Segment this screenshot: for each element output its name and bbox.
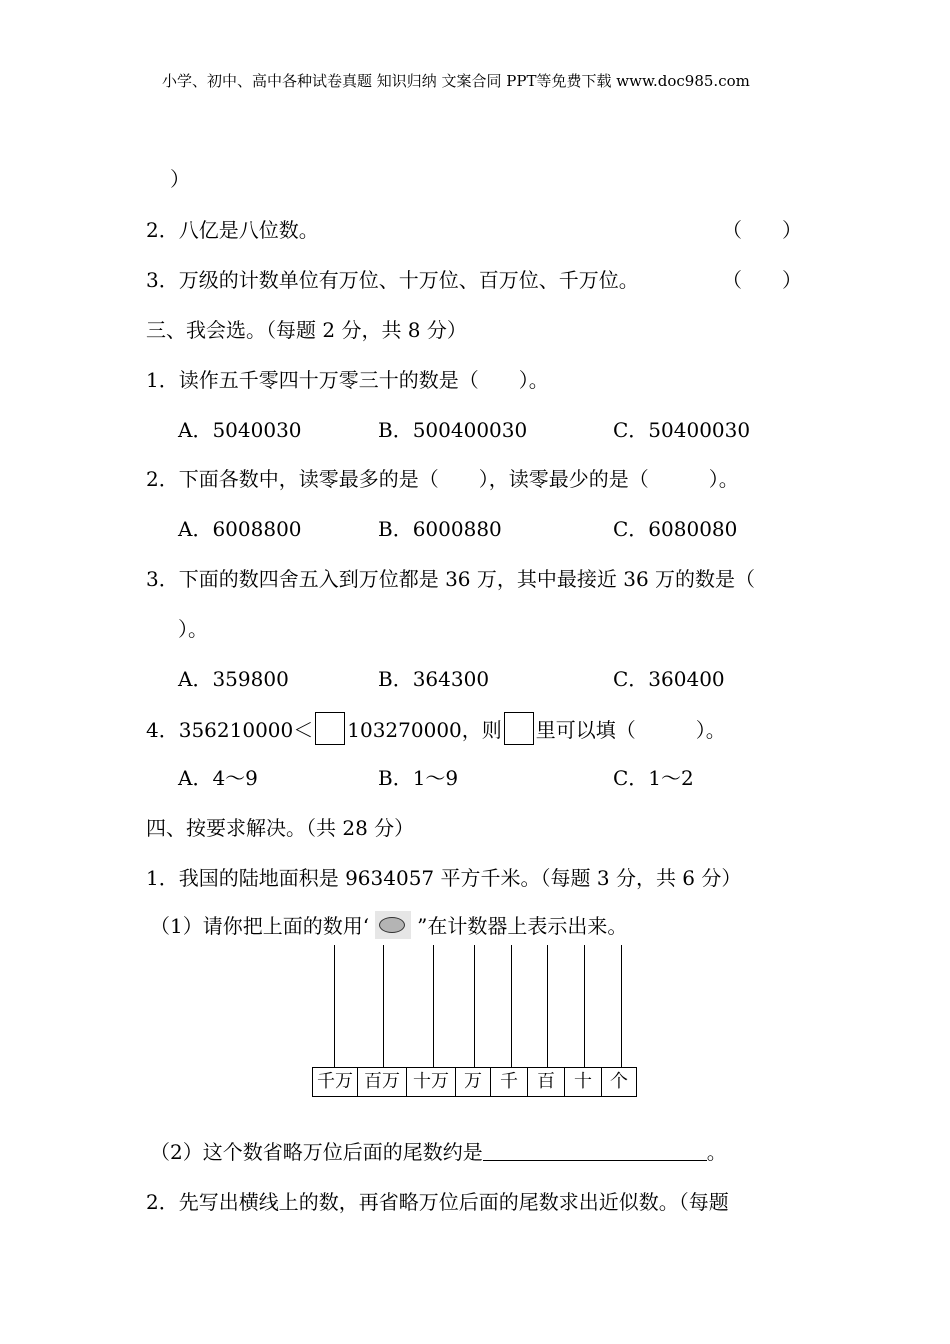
place-label-wan: 万: [456, 1068, 491, 1097]
sub2-text-part1: （2）这个数省略万位后面的尾数约是: [150, 1140, 483, 1164]
place-label-qianwan: 千万: [313, 1068, 358, 1097]
q4-blank-box-1[interactable]: [315, 712, 345, 745]
solve-sub-question-1: [150, 910, 627, 939]
section-3-title: 三、我会选。（每题 2 分，共 8 分）: [146, 318, 467, 342]
q1-option-a[interactable]: A．5040030: [178, 418, 302, 442]
q4-part3: 里可以填（ ）。: [535, 718, 726, 742]
abacus-rod-wan[interactable]: [474, 945, 475, 1068]
continued-paren: ）: [170, 167, 190, 191]
sub1-text-part1: （1）请你把上面的数用‘: [150, 914, 370, 938]
q4-part2: 103270000，则: [347, 718, 502, 742]
choice-question-3: 3．下面的数四舍五入到万位都是 36 万，其中最接近 36 万的数是（: [146, 567, 756, 591]
answer-blank-line[interactable]: [483, 1142, 707, 1161]
solve-question-1: 1．我国的陆地面积是 9634057 平方千米。（每题 3 分，共 6 分）: [146, 866, 742, 890]
place-label-shi: 十: [565, 1068, 602, 1097]
judge-answer-paren-2[interactable]: （ ）: [722, 218, 802, 242]
abacus-rod-shiwan[interactable]: [433, 945, 434, 1068]
q3-option-b[interactable]: B．364300: [378, 667, 490, 691]
q3-option-c[interactable]: C．360400: [613, 667, 725, 691]
sub1-text-part2: ”在计数器上表示出来。: [417, 914, 628, 938]
place-label-qian: 千: [491, 1068, 528, 1097]
judge-answer-paren-3[interactable]: （ ）: [722, 268, 802, 292]
place-label-bai: 百: [528, 1068, 565, 1097]
section-4-title: 四、按要求解决。（共 28 分）: [146, 816, 415, 840]
place-label-baiwan: 百万: [358, 1068, 407, 1097]
solve-question-2: 2．先写出横线上的数，再省略万位后面的尾数求出近似数。（每题: [146, 1190, 729, 1214]
q4-option-c[interactable]: C．1～2: [613, 766, 694, 790]
solve-sub-question-2: [150, 1136, 727, 1165]
choice-question-4: [146, 712, 726, 745]
q4-blank-box-2: [504, 712, 534, 745]
abacus-place-value-labels: [312, 1067, 637, 1097]
q4-option-b[interactable]: B．1～9: [378, 766, 459, 790]
abacus-rod-qianwan[interactable]: [334, 945, 335, 1068]
abacus-rod-bai[interactable]: [547, 945, 548, 1068]
page-header: 小学、初中、高中各种试卷真题 知识归纳 文案合同 PPT等免费下载 www.doc985.com: [162, 72, 750, 90]
judge-question-3: 3．万级的计数单位有万位、十万位、百万位、千万位。: [146, 268, 639, 292]
q4-part1: 4．356210000＜: [146, 718, 314, 742]
place-label-shiwan: 十万: [407, 1068, 456, 1097]
q2-option-b[interactable]: B．6000880: [378, 517, 502, 541]
q2-option-a[interactable]: A．6008800: [178, 517, 302, 541]
choice-question-3-cont: ）。: [178, 617, 208, 641]
q1-option-c[interactable]: C．50400030: [613, 418, 751, 442]
abacus-rod-shi[interactable]: [584, 945, 585, 1068]
sub2-text-part2: 。: [706, 1140, 727, 1164]
q4-option-a[interactable]: A．4～9: [178, 766, 258, 790]
q3-option-a[interactable]: A．359800: [178, 667, 289, 691]
abacus-rod-qian[interactable]: [511, 945, 512, 1068]
choice-question-2: 2．下面各数中，读零最多的是（ ），读零最少的是（ ）。: [146, 467, 739, 491]
place-label-ge: 个: [602, 1068, 637, 1097]
bead-icon: [375, 911, 411, 939]
judge-question-2: 2．八亿是八位数。: [146, 218, 319, 242]
q1-option-b[interactable]: B．500400030: [378, 418, 528, 442]
abacus-rod-ge[interactable]: [621, 945, 622, 1068]
q2-option-c[interactable]: C．6080080: [613, 517, 738, 541]
abacus-rod-baiwan[interactable]: [383, 945, 384, 1068]
choice-question-1: 1．读作五千零四十万零三十的数是（ ）。: [146, 368, 549, 392]
